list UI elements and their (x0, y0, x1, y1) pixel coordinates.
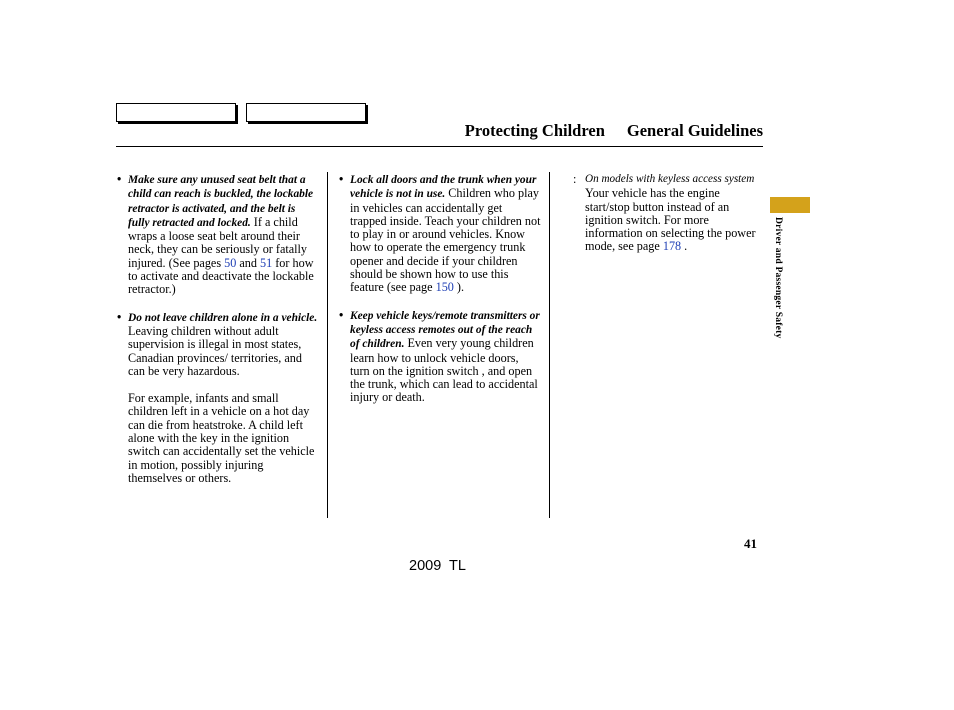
bullet-dot: • (117, 172, 122, 186)
note-text: Your vehicle has the engine start/stop button instead of an ignition switch. For more information on selecting the power mode, see page (585, 186, 756, 254)
column-1 (117, 173, 319, 485)
page-link-51[interactable]: 51 (260, 255, 273, 270)
nav-button-previous[interactable] (116, 103, 236, 122)
bullet-text: ). (453, 280, 465, 295)
note-block (572, 173, 757, 254)
page-header (465, 121, 763, 141)
note-marker: : (573, 172, 577, 186)
note-text: . (681, 239, 688, 254)
column-divider (327, 172, 328, 518)
column-divider (549, 172, 550, 518)
note-qualifier: On models with keyless access system (585, 173, 755, 185)
column-3 (572, 173, 757, 254)
subsection-title: General Guidelines (626, 121, 763, 140)
bullet-lead: Make sure any unused seat belt that a child can reach is buckled, the lockable retractor is activated, and the belt is fully retracted and locked. (128, 174, 314, 229)
section-tab-marker (770, 197, 810, 213)
bullet-item (339, 309, 541, 405)
bullet-dot: • (339, 172, 344, 186)
bullet-item (117, 173, 319, 297)
note-body (585, 187, 757, 253)
page-number: 41 (744, 536, 757, 551)
page-link-150[interactable]: 150 (435, 280, 454, 295)
body-paragraph: For example, infants and small children left in a vehicle on a hot day can die from heatstroke. A child left alone with the key in the ignition switch can accidentally set the vehicle in motion, possibly injuring themselves or others. (128, 391, 315, 485)
bullet-lead: Lock all doors and the trunk when your vehicle is not in use. (350, 174, 537, 201)
bullet-dot: • (339, 307, 344, 322)
bullet-text: Even very young children learn how to unlock vehicle doors, turn on the ignition switch , and open the trunk, which can lead to accidental injury or death. (350, 336, 538, 405)
bullet-text: If a child wraps a loose seat belt around their neck, they can be seriously or fatally injured. (See pages (128, 214, 308, 270)
bullet-dot: • (117, 309, 122, 324)
bullet-lead: Keep vehicle keys/remote transmitters or keyless access remotes out of the reach of children. (350, 309, 540, 351)
page-link-50[interactable]: 50 (224, 255, 237, 270)
bullet-lead: Do not leave children alone in a vehicle. (128, 311, 318, 324)
footer-model: 2009 TL (409, 558, 466, 574)
section-sidebar-label: Driver and Passenger Safety (773, 217, 784, 339)
bullet-item (339, 173, 541, 295)
column-2 (339, 173, 541, 419)
header-rule (116, 146, 763, 147)
page-link-178[interactable]: 178 (662, 239, 682, 254)
bullet-text: and (236, 255, 261, 270)
bullet-text: Leaving children without adult supervision is illegal in most states, Canadian provinces/ territories, and can be very hazardous. (128, 323, 302, 378)
bullet-text: for how to activate and deactivate the lockable retractor.) (128, 255, 314, 297)
section-title: Protecting Children (464, 121, 605, 140)
bullet-item (117, 311, 319, 378)
nav-button-next[interactable] (246, 103, 366, 122)
bullet-text: Children who play in vehicles can accidentally get trapped inside. Teach your children not to play in or around vehicles. Know how to operate the emergency trunk opener and decide if your children should be shown how to use this feature (see page (350, 186, 541, 295)
